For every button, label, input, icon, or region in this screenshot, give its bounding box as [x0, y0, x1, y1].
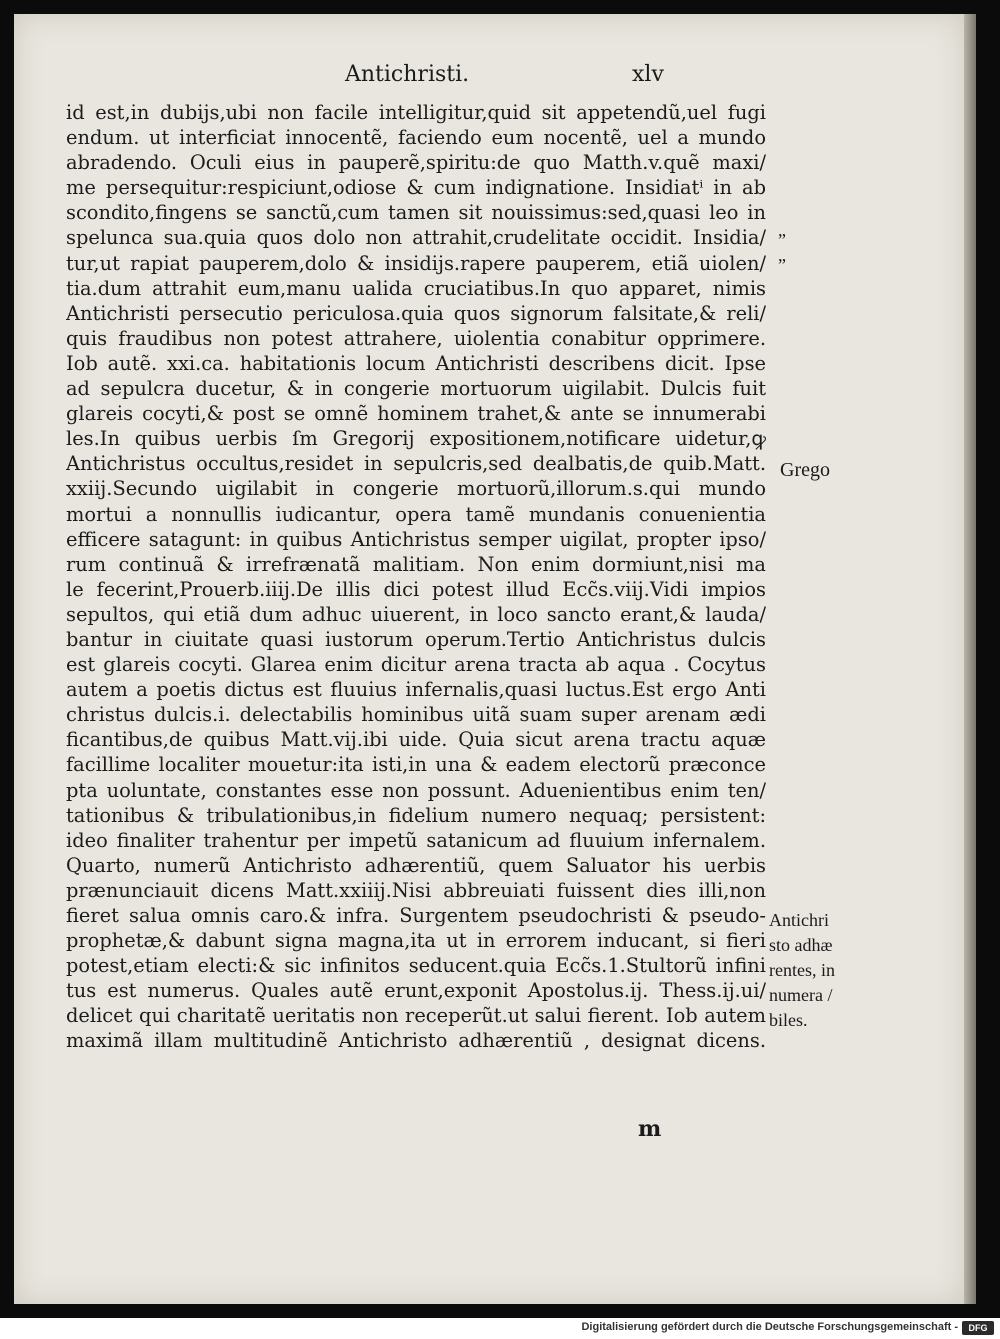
text-line: tia.dum attrahit eum,manu ualida cruciatibus.In quo apparet, nimis	[66, 276, 766, 300]
text-line: ficantibus,de quibus Matt.vij.ibi uide. Quia sicut arena tractu aquæ	[66, 728, 766, 752]
footer-credit: Digitalisierung gefördert durch die Deutsche Forschungsgemeinschaft -	[581, 1321, 958, 1333]
footer-bar	[0, 1318, 1000, 1339]
marginal-quote-mark: ”	[778, 255, 786, 275]
signature-mark: m	[638, 1116, 662, 1142]
marginal-note-line: rentes, in	[769, 960, 835, 980]
text-line: sepultos, qui etiã dum adhuc uiuerent, in loco sancto erant,& lauda/	[66, 602, 766, 626]
text-line: tus est numerus. Quales autẽ erunt,exponit Apostolus.ij. Thess.ij.ui/	[66, 979, 766, 1003]
marginal-note-line: Antichri	[769, 910, 829, 930]
text-line: autem a poetis dictus est fluuius infernalis,quasi luctus.Est ergo Anti	[66, 678, 766, 702]
text-line: christus dulcis.i. delectabilis hominibus uitã suam super arenam ædi	[66, 703, 766, 727]
text-line: Quarto, numerũ Antichristo adhærentiũ, quem Saluator his uerbis	[66, 853, 766, 877]
text-line: me persequitur:respiciunt,odiose & cum indignatione. Insidiatⁱ in ab	[66, 176, 766, 200]
text-line: scondito,fingens se sanctũ,cum tamen sit nouissimus:sed,quasi leo in	[66, 201, 766, 225]
marginal-note-line: numera /	[769, 985, 833, 1005]
marginal-note-line: sto adhæ	[769, 935, 833, 955]
text-line: Antichristus occultus,residet in sepulcris,sed dealbatis,de quib.Matt.	[66, 452, 766, 476]
text-line: prophetæ,& dabunt signa magna,ita ut in errorem inducant, si fieri	[66, 929, 766, 953]
text-line: est glareis cocyti. Glarea enim dicitur arena tracta ab aqua . Cocytus	[66, 653, 766, 677]
text-line: tationibus & tribulationibus,in fidelium numero nequaq; persistent:	[66, 803, 766, 827]
text-line: bantur in ciuitate quasi iustorum operum.Tertio Antichristus dulcis	[66, 627, 766, 651]
text-line: facillime localiter mouetur:ita isti,in una & eadem electorũ præconce	[66, 753, 766, 777]
text-line: maximã illam multitudinẽ Antichristo adhærentiũ , designat dicens.	[66, 1029, 766, 1053]
text-line: delicet qui charitatẽ ueritatis non receperũt.ut salui fierent. Iob autem	[66, 1004, 766, 1028]
text-line: Antichristi persecutio periculosa.quia quos signorum falsitate,& reli/	[66, 301, 766, 325]
text-line: spelunca sua.quia quos dolo non attrahit,crudelitate occidit. Insidia/	[66, 226, 766, 250]
marginal-note-line: biles.	[769, 1010, 808, 1030]
dfg-logo: DFG	[962, 1321, 994, 1335]
text-line: id est,in dubijs,ubi non facile intelligitur,quid sit appetendũ,uel fugi	[66, 101, 766, 124]
text-line: fieret salua omnis caro.& infra. Surgentem pseudochristi & pseudo-	[66, 904, 766, 927]
folio-number: xlv	[632, 62, 664, 87]
text-line: xxiij.Secundo uigilabit in congerie mortuorũ,illorum.s.qui mundo	[66, 477, 766, 501]
text-line: prænunciauit dicens Matt.xxiiij.Nisi abbreuiati fuissent dies illi,non	[66, 878, 766, 902]
text-line: ad sepulcra ducetur, & in congerie mortuorum uigilabit. Dulcis fuit	[66, 377, 766, 401]
text-line: le fecerint,Prouerb.iiij.De illis dici potest illud Ecc̃s.viij.Vidi impios	[66, 577, 766, 601]
text-line: Iob autẽ. xxi.ca. habitationis locum Antichristi describens dicit. Ipse	[66, 351, 766, 375]
main-text-block	[66, 100, 766, 1054]
text-line: endum. ut interficiat innocentẽ, faciendo eum nocentẽ, uel a mundo	[66, 126, 766, 150]
text-line: glareis cocyti,& post se omnẽ hominem trahet,& ante se innumerabi	[66, 402, 766, 426]
text-line: quis fraudibus non potest attrahere, uiolentia conabitur opprimere.	[66, 326, 766, 350]
page-edge	[964, 14, 976, 1304]
text-line: mortui a nonnullis iudicantur, opera tamẽ mundanis conuenientia	[66, 502, 766, 526]
text-line: tur,ut rapiat pauperem,dolo & insidijs.rapere pauperem, etiã uiolen/	[66, 251, 766, 275]
marginal-quote-mark: ”	[778, 230, 786, 250]
text-line: potest,etiam electi:& sic infinitos seducent.quia Ecc̃s.1.Stultorũ infini	[66, 954, 766, 978]
running-head: Antichristi.	[345, 62, 470, 87]
text-line: efficere satagunt: in quibus Antichristus semper uigilat, propter ipso/	[66, 527, 766, 551]
text-line: pta uoluntate, constantes esse non possunt. Aduenientibus enim ten/	[66, 778, 766, 802]
marginal-note-grego: Grego	[780, 459, 830, 481]
text-line: rum continuã & irrefrænatã malitiam. Non enim dormiunt,nisi ma	[66, 552, 766, 576]
text-line: abradendo. Oculi eius in pauperẽ,spiritu:de quo Matth.v.quẽ maxi/	[66, 151, 766, 175]
text-line: les.In quibus uerbis ſm Gregorij expositionem,notificare uidetur,ꝙ	[66, 427, 766, 451]
text-line: ideo finaliter trahentur per impetũ satanicum ad fluuium infernalem.	[66, 828, 766, 852]
